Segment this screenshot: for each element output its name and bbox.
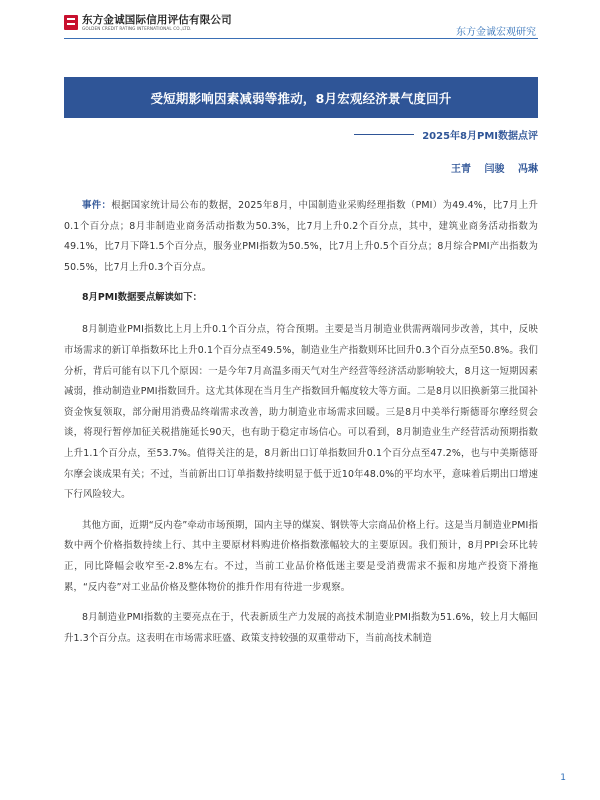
author-name: 王青: [451, 164, 472, 175]
logo-english-name: GOLDEN CREDIT RATING INTERNATIONAL CO.,LTD.: [82, 26, 192, 31]
body-paragraph: 其他方面，近期“反内卷”牵动市场预期，国内主导的煤炭、钢铁等大宗商品价格上行。这是当月制造业PMI指数中两个价格指数持续上行、其中主要原材料购进价格指数涨幅较大的主要原因。我们预计，8月PPI会环比转正，同比降幅会收窄至-2.8%左右。不过，当前工业品价格低迷主要是受消费需求不振和房地产投资下滑拖累，“反内卷”对工业品价格及整体物价的推升作用有待进一步观察。: [64, 519, 538, 593]
page-number: 1: [560, 773, 566, 783]
author-name: 闫骏: [484, 164, 505, 175]
title-banner: [64, 77, 538, 118]
page-header: [0, 0, 600, 40]
logo-chinese-name: 东方金诚国际信用评估有限公司: [82, 14, 232, 26]
body-paragraph: 8月制造业PMI指数的主要亮点在于，代表新质生产力发展的高技术制造业PMI指数为51.6%，较上月大幅回升1.3个百分点。这表明在市场需求旺盛、政策支持较强的双重带动下，当前高技术制造: [64, 612, 538, 644]
logo-mark-icon: [64, 15, 78, 30]
report-subtitle: 2025年8月PMI数据点评: [422, 130, 538, 142]
author-name: 冯琳: [518, 164, 538, 175]
company-logo: [64, 15, 232, 32]
header-divider: [64, 38, 538, 39]
event-text: 根据国家统计局公布的数据，2025年8月，中国制造业采购经理指数（PMI）为49.4%，比7月上升0.1个百分点；8月非制造业商务活动指数为50.3%，比7月上升0.2个百分点，其中，建筑业商务活动指数为49.1%，比7月下降1.5个百分点，服务业PMI指数为50.5%，比7月上升0.5个百分点；8月综合PMI产出指数为50.5%，比7月上升0.3个百分点。: [64, 200, 538, 273]
author-list: [441, 160, 538, 175]
event-paragraph: [64, 196, 538, 278]
header-series-label: 东方金诚宏观研究: [456, 27, 536, 38]
report-body: [64, 196, 538, 659]
report-title: 受短期影响因素减弱等推动，8月宏观经济景气度回升: [150, 90, 452, 106]
subtitle-row: [64, 125, 538, 143]
subtitle-rule: [354, 134, 414, 135]
body-paragraph: 8月制造业PMI指数比上月上升0.1个百分点，符合预期。主要是当月制造业供需两端同步改善，其中，反映市场需求的新订单指数环比上升0.1个百分点至49.5%，制造业生产指数则环比回升0.3个百分点至50.8%。我们分析，背后可能有以下几个原因：一是今年7月高温多雨天气对生产经营等经济活动影响较大，8月这一短期因素减弱，推动制造业PMI指数回升。这尤其体现在当月生产指数回升幅度较大等方面。二是8月以旧换新第三批国补资金恢复领取，部分耐用消费品终端需求改善，助力制造业市场需求回暖。三是8月中美举行斯德哥尔摩经贸会谈，将现行暂停加征关税措施延长90天，也有助于稳定市场信心。可以看到，8月制造业生产经营活动预期指数上升1.1个百分点，至53.7%。值得关注的是，8月新出口订单指数回升0.1个百分点至47.2%，也与中美斯德哥尔摩会谈成果有关；不过，当前新出口订单指数持续明显于低于近10年48.0%的平均水平，意味着后期出口增速下行风险较大。: [64, 324, 538, 501]
event-lead: 事件：: [82, 200, 112, 211]
section-heading: 8月PMI数据要点解读如下：: [82, 292, 202, 304]
